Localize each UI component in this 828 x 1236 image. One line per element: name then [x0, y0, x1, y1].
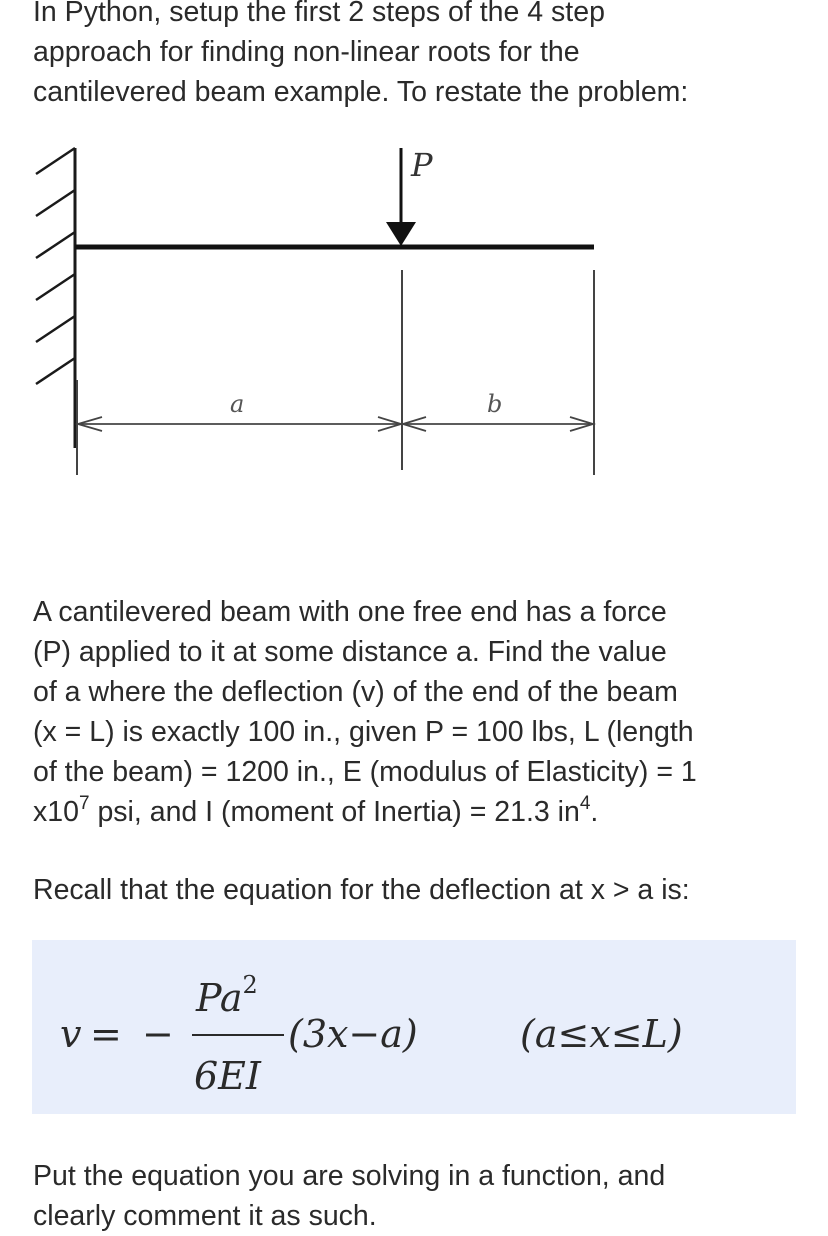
eq-condition: (a≤x≤L): [520, 1012, 683, 1056]
wall-hatching: [36, 148, 75, 384]
problem-paragraph: [33, 592, 803, 832]
equation-box: [32, 940, 796, 1114]
problem-line-4: (x = L) is exactly 100 in., given P = 100 lbs, L (length: [33, 716, 694, 748]
intro-line-1: In Python, setup the first 2 steps of the 4 step: [33, 0, 605, 28]
problem-line-2: (P) applied to it at some distance a. Find the value: [33, 636, 667, 668]
eq-equals: =: [90, 1012, 122, 1056]
eq-denominator: 6EI: [194, 1054, 261, 1098]
problem-line-1: A cantilevered beam with one free end has a force: [33, 596, 667, 628]
exponent-7: 7: [78, 792, 90, 814]
eq-numerator-exponent: 2: [242, 971, 258, 999]
intro-line-2: approach for finding non-linear roots for the: [33, 36, 580, 68]
problem-line-6: [33, 792, 599, 828]
exponent-4: 4: [579, 792, 591, 814]
eq-numerator: [195, 971, 258, 1020]
dimension-label-b: b: [487, 390, 503, 418]
eq-numerator-base: Pa: [196, 976, 243, 1020]
problem-line-6-end: .: [590, 796, 599, 828]
eq-factor: (3x−a): [288, 1012, 418, 1056]
cantilever-beam-diagram: [0, 130, 828, 490]
problem-line-6-start: x10: [33, 796, 79, 828]
problem-line-6-middle: psi, and I (moment of Inertia) = 21.3 in: [89, 796, 580, 828]
intro-line-3: cantilevered beam example. To restate the problem:: [33, 76, 689, 108]
load-label: P: [411, 146, 433, 184]
instruction-line-1: Put the equation you are solving in a function, and: [33, 1160, 666, 1192]
recall-sentence: Recall that the equation for the deflection at x > a is:: [33, 874, 690, 906]
intro-paragraph: [33, 0, 803, 112]
eq-lhs: v: [60, 1012, 82, 1056]
deflection-equation: [32, 940, 796, 1114]
dimension-label-a: a: [230, 390, 245, 418]
eq-minus: −: [142, 1012, 174, 1056]
problem-line-5: of the beam) = 1200 in., E (modulus of Elasticity) = 1: [33, 756, 697, 788]
problem-line-3: of a where the deflection (v) of the end of the beam: [33, 676, 678, 708]
instruction-line-2: clearly comment it as such.: [33, 1200, 377, 1232]
load-arrow-head: [386, 222, 416, 246]
instruction-paragraph: [33, 1156, 803, 1236]
